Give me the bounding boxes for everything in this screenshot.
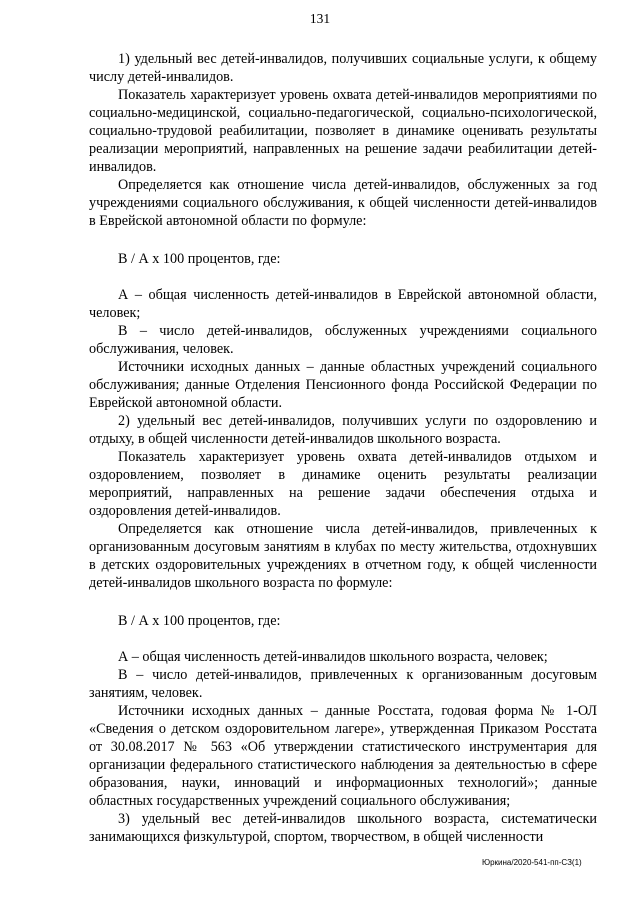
page-number: 131: [309, 11, 331, 26]
paragraph-item-1: 1) удельный вес детей-инвалидов, получивших социальные услуги, к общему числу детей-инвалидов.: [89, 51, 597, 85]
paragraph-sources-1: Источники исходных данных – данные областных учреждений социального обслуживания; данные Отделения Пенсионного фонда Российской Федерации по Еврейской автономной области.: [89, 359, 597, 411]
paragraph-item-3: 3) удельный вес детей-инвалидов школьного возраста, систематически занимающихся физкультурой, спортом, творчеством, в общей численности: [89, 811, 597, 845]
paragraph-description-2: Показатель характеризует уровень охвата детей-инвалидов отдыхом и оздоровлением, позволяет в динамике оценить результаты реализации мероприятий, направленных на решение задачи обеспечения отдыха и оздоровления детей-инвалидов.: [89, 449, 597, 519]
variable-b-2: В – число детей-инвалидов, привлеченных к организованным досуговым занятиям, человек.: [89, 667, 597, 701]
formula-2: В / А х 100 процентов, где:: [118, 613, 281, 629]
formula-1: В / А х 100 процентов, где:: [118, 251, 281, 267]
variable-b-1: В – число детей-инвалидов, обслуженных учреждениями социального обслуживания, человек.: [89, 323, 597, 357]
paragraph-description-1: Показатель характеризует уровень охвата детей-инвалидов мероприятиями по социально-медицинской, социально-педагогической, социально-психологической, социально-трудовой реабилитации, позволяет в динамике оценивать результаты реализации мероприятий, направленных на решение задачи реабилитации детей-инвалидов.: [89, 87, 597, 175]
paragraph-method-1: Определяется как отношение числа детей-инвалидов, обслуженных за год учреждениями социального обслуживания, к общей численности детей-инвалидов в Еврейской автономной области по формуле:: [89, 177, 597, 229]
variable-a-2: А – общая численность детей-инвалидов школьного возраста, человек;: [118, 649, 548, 665]
paragraph-method-2: Определяется как отношение числа детей-инвалидов, привлеченных к организованным досуговым занятиям в клубах по месту жительства, отдохнувших в детских оздоровительных учреждениях в отчетном году, к общей численности детей-инвалидов школьного возраста по формуле:: [89, 521, 597, 591]
variable-a-1: А – общая численность детей-инвалидов в Еврейской автономной области, человек;: [89, 287, 597, 321]
document-footer-id: Юркина/2020-541-пп-СЗ(1): [482, 858, 582, 867]
paragraph-item-2: 2) удельный вес детей-инвалидов, получивших услуги по оздоровлению и отдыху, в общей численности детей-инвалидов школьного возраста.: [89, 413, 597, 447]
paragraph-sources-2: Источники исходных данных – данные Росстата, годовая форма № 1-ОЛ «Сведения о детском оздоровительном лагере», утвержденная Приказом Росстата от 30.08.2017 № 563 «Об утверждении статистического инструментария для организации федерального статистического наблюдения за деятельностью в сфере образования, науки, инноваций и информационных технологий»; данные областных государственных учреждений социального обслуживания;: [89, 703, 597, 809]
document-body: [89, 50, 597, 846]
